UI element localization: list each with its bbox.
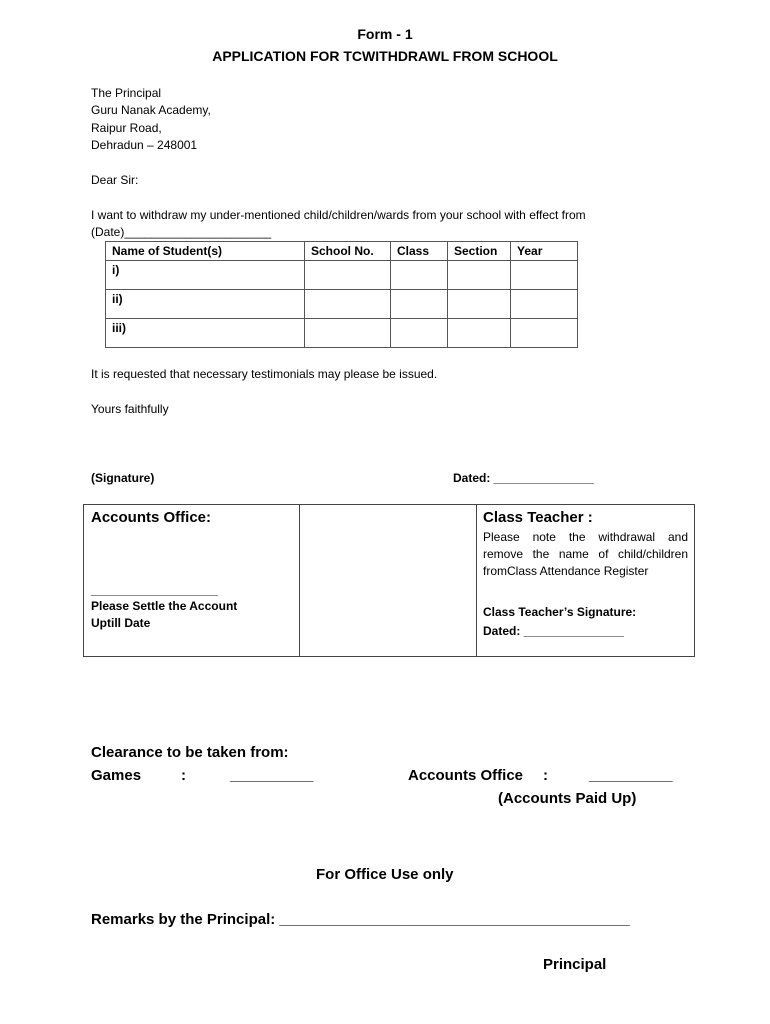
- school-no-cell[interactable]: [305, 319, 391, 348]
- salutation: Dear Sir:: [91, 173, 139, 187]
- signature-label: (Signature): [91, 471, 155, 485]
- form-number: Form - 1: [357, 26, 413, 42]
- address-line-2: Guru Nanak Academy,: [91, 103, 211, 117]
- accounts-signature-line: ___________________: [91, 583, 218, 597]
- class-cell[interactable]: [391, 261, 448, 290]
- accounts-paid-note: (Accounts Paid Up): [498, 790, 637, 807]
- principal-remarks: Remarks by the Principal: __________________________________________: [91, 911, 630, 928]
- accounts-clearance-label: Accounts Office: [408, 767, 524, 784]
- year-cell[interactable]: [511, 261, 578, 290]
- section-cell[interactable]: [448, 290, 511, 319]
- header-school-no: School No.: [305, 242, 391, 261]
- address-line-4: Dehradun – 248001: [91, 138, 198, 152]
- office-approval-box: [83, 504, 695, 657]
- box-divider: [299, 505, 300, 656]
- table-row: [106, 319, 578, 348]
- closing-text: Yours faithfully: [91, 402, 169, 416]
- request-text: It is requested that necessary testimonials may please be issued.: [91, 367, 438, 381]
- accounts-blank: __________: [589, 767, 673, 784]
- office-use-heading: For Office Use only: [316, 866, 454, 883]
- form-title: APPLICATION FOR TCWITHDRAWL FROM SCHOOL: [212, 48, 558, 64]
- year-cell[interactable]: [511, 290, 578, 319]
- principal-label: Principal: [543, 956, 607, 973]
- year-cell[interactable]: [511, 319, 578, 348]
- section-cell[interactable]: [448, 261, 511, 290]
- accounts-note-2: Uptill Date: [91, 616, 151, 630]
- table-header-row: [106, 242, 578, 261]
- school-no-cell[interactable]: [305, 261, 391, 290]
- dated-label: Dated: _______________: [453, 471, 594, 485]
- header-section: Section: [448, 242, 511, 261]
- table-row: [106, 290, 578, 319]
- body-text-line-2: (Date)______________________: [91, 225, 272, 239]
- header-year: Year: [511, 242, 578, 261]
- teacher-note-1: Please note the withdrawal and: [483, 530, 688, 544]
- student-name-cell[interactable]: ii): [106, 290, 305, 319]
- table-row: [106, 261, 578, 290]
- address-line-1: The Principal: [91, 86, 162, 100]
- box-divider: [476, 505, 477, 656]
- header-name-of-students: Name of Student(s): [106, 242, 305, 261]
- teacher-note-3: fromClass Attendance Register: [483, 564, 649, 578]
- body-text-line-1: I want to withdraw my under-mentioned child/children/wards from your school with effect from: [91, 208, 586, 222]
- games-colon: :: [181, 767, 186, 784]
- teacher-dated-label: Dated: _______________: [483, 624, 624, 638]
- teacher-signature-label: Class Teacher’s Signature:: [483, 605, 637, 619]
- games-label: Games: [91, 767, 142, 784]
- student-name-cell[interactable]: iii): [106, 319, 305, 348]
- accounts-note-1: Please Settle the Account: [91, 599, 238, 613]
- teacher-note-2: remove the name of child/children: [483, 547, 688, 561]
- header-class: Class: [391, 242, 448, 261]
- address-line-3: Raipur Road,: [91, 121, 162, 135]
- student-table: [105, 241, 578, 348]
- class-teacher-title: Class Teacher :: [483, 509, 593, 526]
- class-cell[interactable]: [391, 290, 448, 319]
- clearance-title: Clearance to be taken from:: [91, 744, 289, 761]
- accounts-colon: :: [543, 767, 548, 784]
- student-name-cell[interactable]: i): [106, 261, 305, 290]
- section-cell[interactable]: [448, 319, 511, 348]
- school-no-cell[interactable]: [305, 290, 391, 319]
- accounts-office-title: Accounts Office:: [91, 509, 212, 526]
- class-cell[interactable]: [391, 319, 448, 348]
- games-blank: __________: [230, 767, 314, 784]
